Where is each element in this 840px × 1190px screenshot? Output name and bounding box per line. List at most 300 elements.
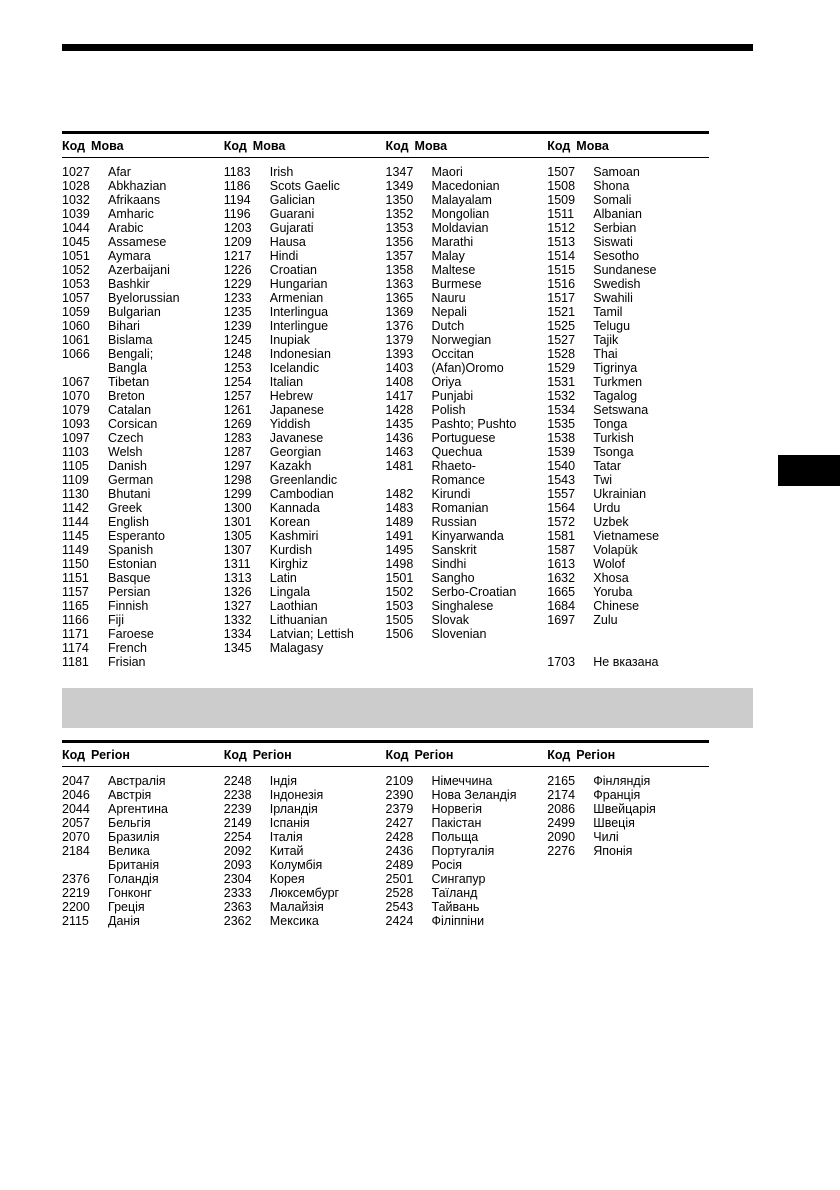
header-cell [547,139,709,153]
table-row [386,914,548,928]
code-cell: 2238 [223,788,252,802]
code-cell: 1299 [223,487,252,501]
header-rule [62,157,709,158]
code-cell: 2304 [223,872,252,886]
table-row [386,599,548,613]
table-row [224,235,386,249]
name-cell: Latin [269,571,297,585]
code-cell: 1217 [223,249,252,263]
table-row [547,802,709,816]
code-cell: 1059 [62,305,90,319]
name-cell: Scots Gaelic [269,179,340,193]
header-name: Мова [252,138,286,153]
name-cell: Bangla [108,361,147,375]
table-row [547,235,709,249]
header-name: Регіон [91,747,130,762]
code-cell: 1505 [385,613,414,627]
table-row [62,235,224,249]
code-cell [547,641,593,655]
name-cell: Швеція [593,816,635,830]
code-cell: 2528 [385,886,414,900]
name-cell: Cambodian [269,487,334,501]
table-row [547,249,709,263]
name-cell: Бразилія [108,830,160,844]
table-row [62,431,224,445]
name-cell: Hindi [269,249,299,263]
code-cell: 1307 [223,543,252,557]
code-cell: 1052 [62,263,90,277]
name-cell: Esperanto [108,529,165,543]
code-cell: 1142 [62,501,89,515]
name-cell: Latvian; Lettish [269,627,354,641]
code-cell: 1481 [385,459,414,473]
code-cell: 1507 [547,165,576,179]
table-row [62,221,224,235]
name-cell: Italian [269,375,304,389]
code-cell: 1517 [547,291,576,305]
name-cell: Georgian [269,445,322,459]
name-cell: Kurdish [269,543,313,557]
code-cell: 1157 [62,585,89,599]
table-row [386,802,548,816]
name-cell: Armenian [269,291,324,305]
table-row [547,417,709,431]
name-cell: Serbo-Croatian [431,585,517,599]
code-cell: 1332 [223,613,252,627]
code-cell: 2200 [62,900,90,914]
name-cell: Urdu [593,501,621,515]
name-cell: Pashto; Pushto [431,417,517,431]
name-cell: Icelandic [269,361,320,375]
code-cell: 1350 [385,193,414,207]
code-cell: 1186 [223,179,251,193]
table-row [62,403,224,417]
table-row [62,529,224,543]
code-cell: 2174 [547,788,576,802]
code-cell: 1051 [62,249,90,263]
code-cell: 1347 [385,165,414,179]
code-cell: 1532 [547,389,576,403]
name-cell: Swahili [593,291,633,305]
code-cell: 1334 [223,627,252,641]
header-cell [62,139,224,153]
table-row [224,585,386,599]
table-row [224,858,386,872]
code-cell: 1501 [385,571,414,585]
name-cell: Пакістан [431,816,482,830]
header-name: Мова [91,138,124,153]
name-cell: Turkish [593,431,634,445]
table-row [547,844,709,858]
name-cell: Гонконг [108,886,152,900]
table-row [224,599,386,613]
table-row [547,571,709,585]
code-cell: 1269 [223,417,252,431]
table-row [224,375,386,389]
name-cell: Іспанія [269,816,310,830]
table-row [386,872,548,886]
code-cell: 1144 [62,515,89,529]
name-cell: Indonesian [269,347,331,361]
table-row [547,641,709,655]
table-row [224,277,386,291]
name-cell: Ірландія [269,802,318,816]
name-cell: Persian [108,585,151,599]
name-cell: Thai [593,347,618,361]
code-cell: 2239 [223,802,252,816]
table-row [62,277,224,291]
table-row [62,613,224,627]
name-cell: Javanese [269,431,324,445]
code-cell: 1502 [385,585,414,599]
name-cell: Bengali; [108,347,154,361]
code-cell: 2362 [223,914,252,928]
code-cell: 1521 [547,305,576,319]
name-cell: Spanish [108,543,154,557]
name-cell: Greek [108,501,143,515]
code-cell: 1363 [385,277,414,291]
code-cell: 1327 [223,599,252,613]
name-cell: Швейцарія [593,802,656,816]
code-cell: 1203 [223,221,252,235]
name-cell: Італія [269,830,303,844]
table-row [62,333,224,347]
table-column [386,774,548,928]
code-cell: 1352 [385,207,414,221]
name-cell: Portuguese [431,431,496,445]
name-cell: Turkmen [593,375,643,389]
table-row [62,641,224,655]
name-cell: Galician [269,193,315,207]
table-row [62,193,224,207]
table-header [62,743,709,766]
name-cell: Slovak [431,613,470,627]
name-cell: Nauru [431,291,466,305]
code-cell: 1261 [223,403,252,417]
code-cell: 1369 [385,305,414,319]
code-cell: 1165 [62,599,89,613]
name-cell: Zulu [593,613,618,627]
code-cell: 1045 [62,235,90,249]
name-cell: Франція [593,788,641,802]
table-body [62,774,709,928]
table-row [386,557,548,571]
code-cell: 1632 [547,571,576,585]
section-heading-band [62,688,753,728]
name-cell: Sangho [431,571,475,585]
table-row [386,305,548,319]
name-cell: Croatian [269,263,317,277]
table-row [224,571,386,585]
table-column [224,165,386,669]
name-cell: Tagalog [593,389,638,403]
table-row [62,858,224,872]
table-row [224,263,386,277]
code-cell: 1393 [385,347,414,361]
top-rule [62,44,753,51]
code-cell: 1515 [547,263,576,277]
table-row [224,900,386,914]
table-row [224,774,386,788]
name-cell: Inupiak [269,333,311,347]
name-cell: Австралія [108,774,166,788]
name-cell: Тайвань [431,900,480,914]
name-cell: Kinyarwanda [431,529,504,543]
name-cell: Albanian [593,207,642,221]
code-cell [547,627,593,641]
code-cell: 1039 [62,207,90,221]
table-row [547,655,709,669]
code-cell [62,361,108,375]
code-cell: 2424 [385,914,414,928]
code-cell: 1703 [547,655,576,669]
name-cell: Abkhazian [108,179,167,193]
header-code: Код [385,138,409,153]
code-cell: 2046 [62,788,90,802]
code-cell: 1345 [223,641,252,655]
name-cell: Lingala [269,585,311,599]
table-row [62,900,224,914]
code-cell: 2333 [223,886,252,900]
name-cell: Catalan [108,403,152,417]
name-cell: Macedonian [431,179,500,193]
table-row [386,900,548,914]
code-cell: 1531 [547,375,576,389]
table-row [547,221,709,235]
table-row [386,361,548,375]
code-cell: 1130 [62,487,89,501]
name-cell: Chinese [593,599,640,613]
name-cell: Punjabi [431,389,474,403]
name-cell: Serbian [593,221,637,235]
code-cell: 1379 [385,333,414,347]
table-row [224,333,386,347]
header-name: Мова [414,138,448,153]
table-row [224,872,386,886]
code-cell: 1235 [223,305,252,319]
code-cell: 1060 [62,319,90,333]
code-cell: 2499 [547,816,576,830]
name-cell: Бельгія [108,816,151,830]
table-row [224,291,386,305]
code-cell: 2184 [62,844,90,858]
table-row [62,830,224,844]
table-row [224,221,386,235]
table-row [62,291,224,305]
header-name: Мова [576,138,609,153]
header-cell [224,748,386,762]
code-cell: 1044 [62,221,90,235]
code-cell: 1166 [62,613,89,627]
table-row [386,221,548,235]
table-row [386,886,548,900]
code-cell: 2093 [223,858,252,872]
name-cell: Wolof [593,557,625,571]
table-row [224,627,386,641]
name-cell: Греція [108,900,145,914]
name-cell: Xhosa [593,571,629,585]
table-header [62,134,709,157]
table-row [386,473,548,487]
table-row [62,347,224,361]
name-cell: Bislama [108,333,153,347]
table-row [386,627,548,641]
name-cell: Не вказана [593,655,659,669]
code-cell: 1357 [385,249,414,263]
name-cell: Estonian [108,557,157,571]
name-cell: Samoan [593,165,640,179]
table-row [386,333,548,347]
code-cell: 1436 [385,431,414,445]
code-cell: 1529 [547,361,576,375]
table-row [386,389,548,403]
table-row [224,389,386,403]
code-cell: 1248 [223,347,252,361]
table-row [386,543,548,557]
name-cell: Guarani [269,207,315,221]
table-row [547,347,709,361]
header-cell [224,139,386,153]
name-cell: Corsican [108,417,158,431]
name-cell: Аргентина [108,802,168,816]
name-cell: Росія [431,858,463,872]
table-row [547,515,709,529]
code-cell: 1516 [547,277,576,291]
code-cell: 1512 [547,221,576,235]
name-cell: Irish [269,165,294,179]
code-cell: 2165 [547,774,576,788]
table-column [62,774,224,928]
name-cell: Tigrinya [593,361,638,375]
language-code-table [62,131,709,669]
code-cell: 1254 [223,375,252,389]
header-code: Код [223,747,247,762]
name-cell: Mongolian [431,207,490,221]
table-row [547,389,709,403]
code-cell: 1358 [385,263,414,277]
code-cell: 1508 [547,179,576,193]
header-name: Регіон [414,747,454,762]
name-cell: Afar [108,165,131,179]
code-cell: 2436 [385,844,414,858]
code-cell: 2092 [223,844,252,858]
table-row [386,375,548,389]
name-cell: Occitan [431,347,474,361]
code-cell: 1613 [547,557,576,571]
code-cell: 2276 [547,844,576,858]
table-row [547,403,709,417]
table-column [62,165,224,669]
code-cell: 1297 [223,459,252,473]
table-row [62,179,224,193]
name-cell: Tsonga [593,445,634,459]
code-cell: 1239 [223,319,252,333]
header-cell [386,139,548,153]
name-cell: Tatar [593,459,622,473]
code-cell: 1417 [385,389,414,403]
table-row [386,235,548,249]
name-cell: Dutch [431,319,465,333]
code-cell: 2376 [62,872,90,886]
name-cell: Tonga [593,417,628,431]
code-cell: 2363 [223,900,252,914]
code-cell: 1093 [62,417,90,431]
code-cell: 1171 [62,627,89,641]
table-row [224,529,386,543]
code-cell: 1684 [547,599,576,613]
name-cell: Tamil [593,305,623,319]
table-row [62,207,224,221]
header-code: Код [547,747,571,762]
name-cell: Swedish [593,277,641,291]
name-cell: Малайзія [269,900,324,914]
header-name: Регіон [252,747,292,762]
name-cell: Romanian [431,501,489,515]
code-cell: 2149 [223,816,252,830]
table-row [224,816,386,830]
table-row [62,165,224,179]
code-cell: 1538 [547,431,576,445]
table-row [547,445,709,459]
code-cell: 1209 [223,235,252,249]
code-cell: 1535 [547,417,576,431]
table-row [386,417,548,431]
code-cell: 1483 [385,501,414,515]
code-cell: 1105 [62,459,89,473]
table-row [224,914,386,928]
table-column [386,165,548,669]
table-row [224,501,386,515]
name-cell: Данія [108,914,140,928]
table-row [62,774,224,788]
name-cell: Kazakh [269,459,312,473]
name-cell: Assamese [108,235,167,249]
name-cell: Португалія [431,844,495,858]
name-cell: Vietnamese [593,529,660,543]
table-row [62,263,224,277]
table-row [547,459,709,473]
name-cell: German [108,473,154,487]
table-row [62,886,224,900]
code-cell: 1181 [62,655,89,669]
code-cell: 1057 [62,291,90,305]
table-row [224,319,386,333]
code-cell [62,858,108,872]
name-cell: Azerbaijani [108,263,170,277]
code-cell: 2248 [223,774,252,788]
table-row [386,263,548,277]
table-row [386,445,548,459]
code-cell: 2501 [385,872,414,886]
name-cell: Arabic [108,221,144,235]
code-cell: 1061 [62,333,90,347]
name-cell: Sanskrit [431,543,477,557]
table-row [224,249,386,263]
code-cell: 1665 [547,585,576,599]
name-cell: Volapük [593,543,638,557]
name-cell: Aymara [108,249,151,263]
code-cell: 2047 [62,774,90,788]
table-row [547,473,709,487]
name-cell: Singhalese [431,599,494,613]
table-row [547,193,709,207]
code-cell: 2379 [385,802,414,816]
table-row [224,193,386,207]
name-cell: Kirghiz [269,557,308,571]
code-cell: 1525 [547,319,576,333]
table-row [386,277,548,291]
name-cell: Breton [108,389,145,403]
